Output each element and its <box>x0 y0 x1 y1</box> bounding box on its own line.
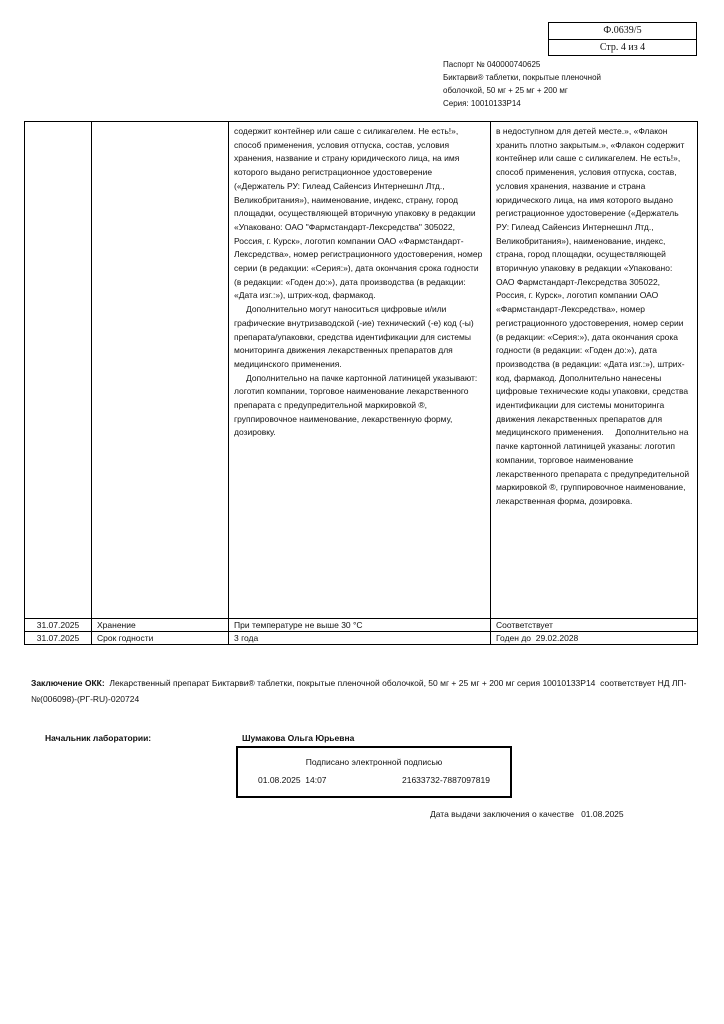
date-cell: 31.07.2025 <box>25 619 92 632</box>
conclusion-label: Заключение ОКК: <box>31 678 105 688</box>
form-number-box <box>548 22 697 56</box>
requirement-paragraph: содержит контейнер или саше с силикагелем. Не есть!», способ применения, условия отпуска, состав, условия хранения, название и страну юридического лица, на имя которого выдано регистрационное удостоверение («Держатель РУ: Гилеад Сайенсиз Интернешнл Лтд., Великобритания»), наименование, индекс, страну, город площадки, осуществляющей вторичную упаковку в редакции «Упаковано: ОАО "Фармстандарт-Лексредства" 305022, Россия, г. Курск», логотип компании ОАО «Фармстандарт-Лексредства», номер регистрационного удостоверения, номер серии (в редакции: «Серия:»), дата окончания срока годности (в редакции: «Годен до:»), дата производства (в редакции: «Дата изг.:»), штрих-код, фармакод. <box>234 126 483 301</box>
electronic-signature-stamp <box>236 746 512 798</box>
requirement-cell: При температуре не выше 30 °С <box>229 619 491 632</box>
passport-line: Серия: 10010133P14 <box>443 99 521 108</box>
signature-datetime: 01.08.2025 14:07 <box>258 775 327 785</box>
passport-line: оболочкой, 50 мг + 25 мг + 200 мг <box>443 86 568 95</box>
form-number: Ф.0639/5 <box>549 23 696 40</box>
date-cell: 31.07.2025 <box>25 632 92 645</box>
page-indicator: Стр. 4 из 4 <box>599 42 646 53</box>
passport-line: Биктарви® таблетки, покрытые пленочной <box>443 73 602 82</box>
passport-line: Паспорт № 040000740625 <box>443 60 541 69</box>
table-row <box>25 122 698 619</box>
passport-header <box>443 58 601 110</box>
issue-date-label: Дата выдачи заключения о качестве <box>430 809 574 819</box>
qc-conclusion <box>31 675 691 707</box>
requirement-paragraph: Дополнительно могут наноситься цифровые и/или графические внутризаводской (-ие) технический (-е) код (-ы) препарата/упаковки, средства идентификации для системы мониторинга движения лекарственных препаратов для медицинского применения. <box>234 304 474 369</box>
parameter-cell: Хранение <box>92 619 229 632</box>
result-cell: Годен до 29.02.2028 <box>491 632 698 645</box>
requirement-cell <box>229 122 491 619</box>
result-paragraph: в недоступном для детей месте.», «Флакон хранить плотно закрытым.», «Флакон содержит контейнер или саше с силикагелем. Не есть!», способ применения, условия отпуска, состав, условия хранения, название и страна юридического лица, на имя которого выдано регистрационное удостоверение («Держатель РУ: Гилеад Сайенсиз Интернешнл Лтд., Великобритания»), наименование, индекс, страна, город площадки, осуществляющей вторичную упаковку в редакции «Упаковано: ОАО Фармстандарт-Лексредства 305022, Россия, г. Курск», логотип компании ОАО «Фармстандарт-Лексредства», номер регистрационного удостоверения, номер серии (в редакции: «Серия:»), дата окончания срока годности (в редакции: «Годен до:»), дата производства (в редакции: «Дата изг.:»), штрих-код, фармакод. Дополнительно нанесены цифровые технические коды упаковки, средства идентификации для системы мониторинга движения лекарственных препаратов для медицинского применения. Дополнительно на пачке картонной латиницей указаны: логотип компании, торговое наименование лекарственного препарата с предупредительной маркировкой ®, группировочное наименование, лекарственная форма, дозировка. <box>496 126 692 506</box>
requirement-cell: 3 года <box>229 632 491 645</box>
parameter-cell <box>92 122 229 619</box>
lab-head-label: Начальник лаборатории: <box>45 733 152 743</box>
issue-date: 01.08.2025 <box>581 809 624 819</box>
table-row <box>25 619 698 632</box>
lab-head-name: Шумакова Ольга Юрьевна <box>242 733 355 743</box>
signature-certificate-id: 21633732-7887097819 <box>402 775 490 785</box>
signature-title: Подписано электронной подписью <box>305 757 443 767</box>
requirement-paragraph: Дополнительно на пачке картонной латиницей указывают: логотип компании, торговое наименование лекарственного препарата с предупредительной маркировкой ®, группировочное наименование, лекарственную форму, дозировку. <box>234 372 478 438</box>
issue-date-line <box>430 809 624 819</box>
result-cell: Соответствует <box>491 619 698 632</box>
table-row <box>25 632 698 645</box>
conclusion-text: Лекарственный препарат Биктарви® таблетки, покрытые пленочной оболочкой, 50 мг + 25 мг + 200 мг серия 10010133P14 соответствует НД ЛП-№(006098)-(РГ-RU)-020724 <box>31 678 687 704</box>
test-results-table <box>24 121 698 645</box>
parameter-cell: Срок годности <box>92 632 229 645</box>
result-cell <box>491 122 698 619</box>
date-cell <box>25 122 92 619</box>
